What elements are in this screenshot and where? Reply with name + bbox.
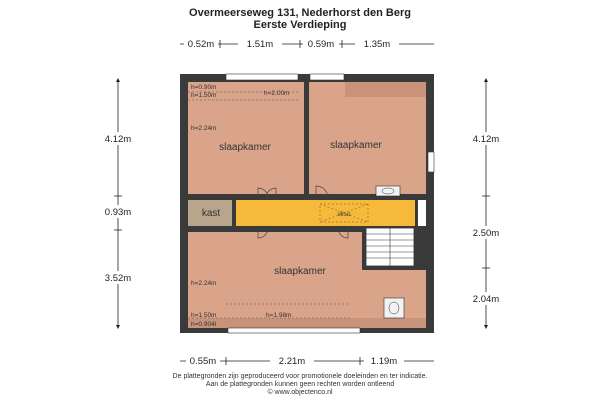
window-bottom <box>228 328 360 333</box>
plan-body <box>180 74 434 333</box>
bottom-dimensions <box>180 354 434 367</box>
dim-right-3: 2.04m <box>472 294 500 305</box>
label-bedroom-left: slaapkamer <box>219 142 271 153</box>
right-dimensions <box>466 80 506 327</box>
room-bedroom-right <box>309 82 426 194</box>
dim-top-1: 0.52m <box>187 39 215 50</box>
dim-top-4: 1.35m <box>363 39 391 50</box>
floor-title: Eerste Verdieping <box>253 19 347 31</box>
dim-bottom-2: 2.21m <box>278 356 306 367</box>
dim-right-2: 2.50m <box>472 228 500 239</box>
height-bl-4: h=0.904l <box>191 321 217 328</box>
dim-left-2: 0.93m <box>104 207 132 218</box>
sink-bottom <box>384 298 404 318</box>
footer-rights: Aan de plattegronden kunnen geen rechten worden ontleend <box>205 381 395 388</box>
bedroom-bottom-lower-band <box>188 318 426 328</box>
label-landing: vliso <box>337 211 351 218</box>
height-bl-3: h=1.98m <box>266 312 292 319</box>
roof-slope-band <box>345 82 426 97</box>
window-top-left <box>226 74 298 80</box>
dim-left-1: 4.12m <box>104 134 132 145</box>
height-bl-1: h=2.24m <box>191 280 217 287</box>
address-title: Overmeerseweg 131, Nederhorst den Berg <box>189 7 411 19</box>
footer-copyright: © www.objectenco.nl <box>267 389 333 396</box>
height-tl-4: h=2.24m <box>191 125 217 132</box>
top-dimensions <box>180 37 434 50</box>
room-shower <box>418 200 426 226</box>
window-right <box>428 152 434 172</box>
height-tl-3: h=2.00m <box>264 90 290 97</box>
dim-bottom-3: 1.19m <box>370 356 398 367</box>
height-bl-2: h=1.50m <box>191 312 217 319</box>
footer-disclaimer: De plattegronden zijn geproduceerd voor promotionele doeleinden en ter indicatie. <box>172 373 428 380</box>
height-tl-2: h=1.50m <box>191 92 217 99</box>
left-dimensions <box>98 80 138 327</box>
window-top-right <box>310 74 344 80</box>
dim-right-1: 4.12m <box>472 134 500 145</box>
dim-bottom-1: 0.55m <box>189 356 217 367</box>
sink-top <box>376 186 400 196</box>
label-bedroom-right: slaapkamer <box>330 140 382 151</box>
label-closet: kast <box>201 208 221 219</box>
dim-top-3: 0.59m <box>307 39 335 50</box>
label-bedroom-bottom: slaapkamer <box>274 266 326 277</box>
height-tl-1: h=0.90m <box>191 84 217 91</box>
dim-top-2: 1.51m <box>246 39 274 50</box>
dim-left-3: 3.52m <box>104 273 132 284</box>
